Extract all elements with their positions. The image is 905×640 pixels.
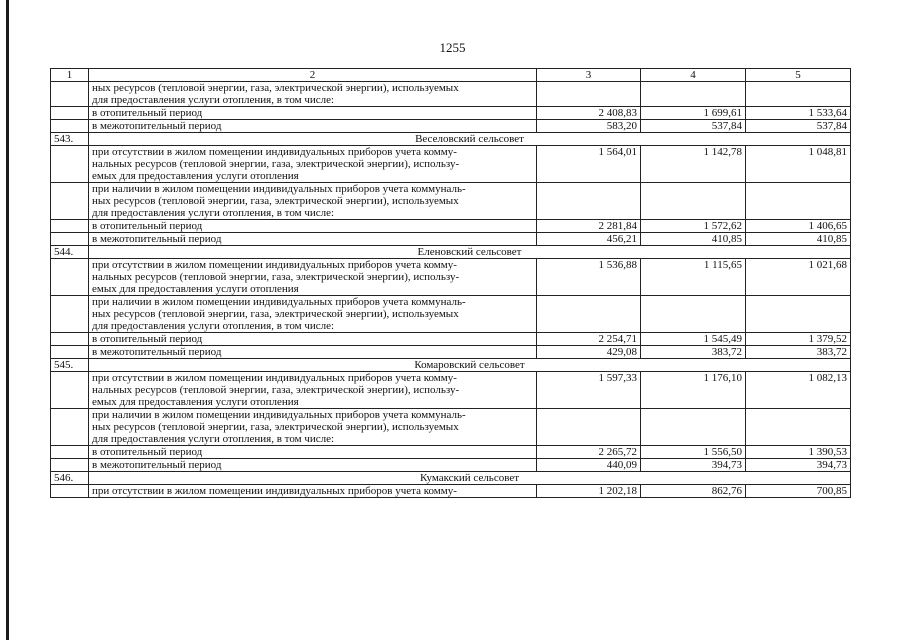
value-col5: 537,84 — [746, 120, 851, 133]
column-header-row — [51, 69, 851, 82]
description-cell — [89, 459, 537, 472]
value-col3: 1 564,01 — [537, 146, 641, 183]
value-col3: 2 408,83 — [537, 107, 641, 120]
table-row — [51, 220, 851, 233]
description-line: ных ресурсов (тепловой энергии, газа, электрической энергии), используемых — [92, 421, 459, 433]
column-header: 1 — [51, 69, 89, 82]
period-label: в межотопительный период — [92, 233, 222, 245]
value-col3: 456,21 — [537, 233, 641, 246]
value-col4: 410,85 — [641, 233, 746, 246]
table-row — [51, 107, 851, 120]
value-col3: 1 202,18 — [537, 485, 641, 498]
column-header: 2 — [89, 69, 537, 82]
table-row — [51, 259, 851, 296]
section-title: Кумакский сельсовет — [89, 472, 851, 485]
empty-index-cell — [51, 183, 89, 220]
description-line: ных ресурсов (тепловой энергии, газа, электрической энергии), используемых — [92, 195, 459, 207]
description-cell — [89, 346, 537, 359]
period-label: в межотопительный период — [92, 120, 222, 132]
section-title: Комаровский сельсовет — [89, 359, 851, 372]
empty-index-cell — [51, 233, 89, 246]
value-col5: 700,85 — [746, 485, 851, 498]
table-row — [51, 346, 851, 359]
value-col3: 2 281,84 — [537, 220, 641, 233]
empty-index-cell — [51, 120, 89, 133]
description-line: при отсутствии в жилом помещении индивидуальных приборов учета комму- — [92, 485, 457, 497]
value-col4: 383,72 — [641, 346, 746, 359]
table-row — [51, 183, 851, 220]
empty-index-cell — [51, 485, 89, 498]
description-line: для предоставления услуги отопления, в том числе: — [92, 207, 335, 219]
description-cell — [89, 107, 537, 120]
description-cell — [89, 220, 537, 233]
value-col3: 2 254,71 — [537, 333, 641, 346]
value-col5 — [746, 409, 851, 446]
value-col4: 1 176,10 — [641, 372, 746, 409]
empty-index-cell — [51, 333, 89, 346]
description-cell — [89, 296, 537, 333]
column-header: 5 — [746, 69, 851, 82]
description-line: ных ресурсов (тепловой энергии, газа, электрической энергии), используемых — [92, 308, 459, 320]
value-col3: 1 597,33 — [537, 372, 641, 409]
table-row — [51, 82, 851, 107]
value-col5 — [746, 183, 851, 220]
period-label: в отопительный период — [92, 220, 203, 232]
table-row — [51, 359, 851, 372]
value-col5 — [746, 82, 851, 107]
value-col3 — [537, 296, 641, 333]
value-col3: 440,09 — [537, 459, 641, 472]
description-cell — [89, 146, 537, 183]
value-col4: 537,84 — [641, 120, 746, 133]
description-cell — [89, 233, 537, 246]
period-label: в отопительный период — [92, 107, 203, 119]
description-cell — [89, 372, 537, 409]
section-title: Еленовский сельсовет — [89, 246, 851, 259]
value-col5: 394,73 — [746, 459, 851, 472]
value-col5: 1 021,68 — [746, 259, 851, 296]
description-cell — [89, 120, 537, 133]
value-col5: 1 406,65 — [746, 220, 851, 233]
table-row — [51, 296, 851, 333]
table-row — [51, 246, 851, 259]
value-col3: 1 536,88 — [537, 259, 641, 296]
value-col5: 1 533,64 — [746, 107, 851, 120]
table-row — [51, 133, 851, 146]
value-col3: 429,08 — [537, 346, 641, 359]
description-line: емых для предоставления услуги отопления — [92, 170, 299, 182]
value-col5 — [746, 296, 851, 333]
table-row — [51, 120, 851, 133]
table-row — [51, 472, 851, 485]
description-line: при отсутствии в жилом помещении индивидуальных приборов учета комму- — [92, 372, 457, 384]
value-col5: 1 048,81 — [746, 146, 851, 183]
page-number: 1255 — [439, 40, 466, 55]
column-header: 3 — [537, 69, 641, 82]
value-col4 — [641, 409, 746, 446]
description-cell — [89, 333, 537, 346]
description-cell — [89, 82, 537, 107]
value-col4: 1 572,62 — [641, 220, 746, 233]
value-col3 — [537, 82, 641, 107]
period-label: в отопительный период — [92, 333, 203, 345]
value-col4: 1 545,49 — [641, 333, 746, 346]
description-line: для предоставления услуги отопления, в том числе: — [92, 433, 335, 445]
value-col3: 2 265,72 — [537, 446, 641, 459]
section-number: 545. — [51, 359, 89, 372]
value-col5: 1 379,52 — [746, 333, 851, 346]
description-line: емых для предоставления услуги отопления — [92, 396, 299, 408]
tariff-table — [50, 68, 851, 498]
section-number: 543. — [51, 133, 89, 146]
value-col4: 1 142,78 — [641, 146, 746, 183]
value-col5: 1 082,13 — [746, 372, 851, 409]
scan-left-edge — [6, 0, 9, 640]
empty-index-cell — [51, 220, 89, 233]
column-header: 4 — [641, 69, 746, 82]
value-col4: 1 556,50 — [641, 446, 746, 459]
table-row — [51, 146, 851, 183]
value-col5: 383,72 — [746, 346, 851, 359]
empty-index-cell — [51, 82, 89, 107]
value-col4: 862,76 — [641, 485, 746, 498]
value-col4 — [641, 296, 746, 333]
description-line: нальных ресурсов (тепловой энергии, газа, электрической энергии), использу- — [92, 384, 460, 396]
description-line: для предоставления услуги отопления, в том числе: — [92, 94, 335, 106]
value-col4: 394,73 — [641, 459, 746, 472]
section-number: 546. — [51, 472, 89, 485]
table-row — [51, 446, 851, 459]
empty-index-cell — [51, 459, 89, 472]
empty-index-cell — [51, 446, 89, 459]
value-col4: 1 115,65 — [641, 259, 746, 296]
description-line: нальных ресурсов (тепловой энергии, газа, электрической энергии), использу- — [92, 158, 460, 170]
section-title: Веселовский сельсовет — [89, 133, 851, 146]
description-line: при наличии в жилом помещении индивидуальных приборов учета коммуналь- — [92, 183, 466, 195]
description-line: при отсутствии в жилом помещении индивидуальных приборов учета комму- — [92, 259, 457, 271]
description-line: ных ресурсов (тепловой энергии, газа, электрической энергии), используемых — [92, 82, 459, 94]
description-cell — [89, 485, 537, 498]
description-line: емых для предоставления услуги отопления — [92, 283, 299, 295]
description-line: для предоставления услуги отопления, в том числе: — [92, 320, 335, 332]
table-row — [51, 459, 851, 472]
empty-index-cell — [51, 372, 89, 409]
description-line: при отсутствии в жилом помещении индивидуальных приборов учета комму- — [92, 146, 457, 158]
description-line: нальных ресурсов (тепловой энергии, газа, электрической энергии), использу- — [92, 271, 460, 283]
table-row — [51, 372, 851, 409]
empty-index-cell — [51, 409, 89, 446]
value-col3 — [537, 183, 641, 220]
empty-index-cell — [51, 259, 89, 296]
empty-index-cell — [51, 107, 89, 120]
table-row — [51, 409, 851, 446]
description-cell — [89, 259, 537, 296]
value-col4 — [641, 82, 746, 107]
section-number: 544. — [51, 246, 89, 259]
period-label: в отопительный период — [92, 446, 203, 458]
empty-index-cell — [51, 296, 89, 333]
table-body — [51, 69, 851, 498]
value-col5: 410,85 — [746, 233, 851, 246]
description-line: при наличии в жилом помещении индивидуальных приборов учета коммуналь- — [92, 296, 466, 308]
table-row — [51, 333, 851, 346]
period-label: в межотопительный период — [92, 459, 222, 471]
description-cell — [89, 183, 537, 220]
description-cell — [89, 446, 537, 459]
empty-index-cell — [51, 346, 89, 359]
value-col3 — [537, 409, 641, 446]
value-col4: 1 699,61 — [641, 107, 746, 120]
period-label: в межотопительный период — [92, 346, 222, 358]
value-col3: 583,20 — [537, 120, 641, 133]
description-cell — [89, 409, 537, 446]
value-col5: 1 390,53 — [746, 446, 851, 459]
description-line: при наличии в жилом помещении индивидуальных приборов учета коммуналь- — [92, 409, 466, 421]
table-row — [51, 485, 851, 498]
empty-index-cell — [51, 146, 89, 183]
value-col4 — [641, 183, 746, 220]
table-row — [51, 233, 851, 246]
